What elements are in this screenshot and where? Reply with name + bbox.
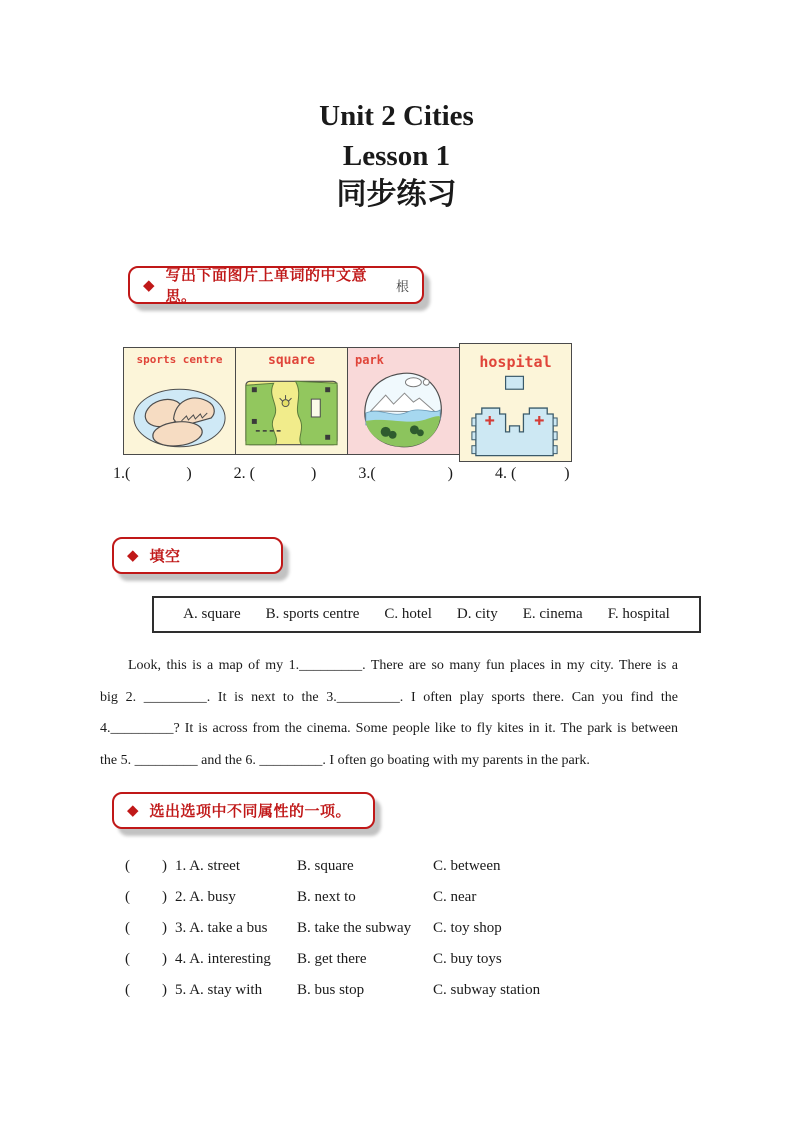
passage-line: Look, this is a map of my 1._________. There are so many fun places in my city. There is a xyxy=(128,658,678,673)
section3-heading: 选出选项中不同属性的一项。 xyxy=(149,802,352,820)
bracket-close: ) xyxy=(162,920,167,936)
question-option-c: C. toy shop xyxy=(433,920,502,936)
title-lesson: Lesson 1 xyxy=(342,140,451,172)
question-option-b: B. get there xyxy=(297,951,367,967)
question-row-4 xyxy=(125,944,540,975)
bracket-close: ) xyxy=(162,951,167,967)
question-option-c: C. subway station xyxy=(433,982,541,998)
passage-line: 4._________? It is across from the cinema. Some people like to fly kites in it. The park is between xyxy=(100,721,678,736)
word-bank-option-a: A. square xyxy=(183,606,241,622)
page-title xyxy=(0,96,793,213)
question-number: 1. xyxy=(175,858,187,874)
title-unit: Unit 2 Cities xyxy=(319,100,474,132)
answer-bracket xyxy=(125,858,167,875)
question-option-a xyxy=(175,951,297,968)
answer-slot-3: 3.( ) xyxy=(358,465,453,482)
picture-card-row xyxy=(123,347,572,462)
answer-bracket xyxy=(125,951,167,968)
bracket-open: ( xyxy=(125,858,130,874)
question-option-b: B. square xyxy=(297,858,354,874)
park-illustration xyxy=(348,369,459,453)
question-option-a xyxy=(175,889,297,906)
bracket-open: ( xyxy=(125,982,130,998)
answer-bracket xyxy=(125,982,167,999)
question-row-1 xyxy=(125,851,540,882)
option-a-text: A. interesting xyxy=(189,951,271,967)
bracket-open: ( xyxy=(125,951,130,967)
question-row-5 xyxy=(125,975,540,1006)
bracket-close: ) xyxy=(162,858,167,874)
picture-label-park: park xyxy=(355,353,384,367)
section1-header-box xyxy=(128,266,424,304)
section1-heading: 写出下面图片上单词的中文意思。 xyxy=(165,266,368,305)
answer-slot-2: 2. ( ) xyxy=(233,465,317,482)
answer-bracket xyxy=(125,920,167,937)
passage-line: big 2. _________. It is next to the 3._________. I often play sports there. Can you find the xyxy=(100,689,678,705)
picture-label-hospital: hospital xyxy=(479,353,552,371)
option-a-text: A. busy xyxy=(189,889,236,905)
bracket-close: ) xyxy=(162,889,167,905)
diamond-bullet-icon: ◆ xyxy=(127,801,139,819)
word-bank-option-b: B. sports centre xyxy=(265,606,360,622)
answer-slot-1: 1.( ) xyxy=(113,465,192,482)
answer-slot-4: 4. ( ) xyxy=(494,465,570,482)
word-bank-box xyxy=(152,596,701,633)
passage-line: the 5. _________ and the 6. _________. I often go boating with my parents in the park. xyxy=(100,752,590,768)
picture-card-hospital xyxy=(459,343,572,462)
section2-header-box xyxy=(112,537,283,574)
bracket-open: ( xyxy=(125,920,130,936)
question-option-c: C. near xyxy=(433,889,477,905)
question-number: 2. xyxy=(175,889,187,905)
option-a-text: A. street xyxy=(189,858,241,874)
option-a-text: A. stay with xyxy=(189,982,263,998)
section3-header-box xyxy=(112,792,375,829)
bracket-open: ( xyxy=(125,889,130,905)
option-a-text: A. take a bus xyxy=(189,920,268,936)
picture-label-square: square xyxy=(268,353,315,368)
diamond-bullet-icon: ◆ xyxy=(143,275,155,294)
section1-heading-note: 根 xyxy=(395,279,409,295)
diamond-bullet-icon: ◆ xyxy=(127,546,139,564)
section2-heading: 填空 xyxy=(149,547,181,565)
picture-card-park xyxy=(347,347,460,455)
question-option-c: C. between xyxy=(433,858,501,874)
question-option-a xyxy=(175,920,297,937)
question-option-b: B. take the subway xyxy=(297,920,412,936)
question-option-b: B. next to xyxy=(297,889,356,905)
picture-card-sports-centre xyxy=(123,347,236,455)
question-option-a xyxy=(175,982,297,999)
question-option-c: C. buy toys xyxy=(433,951,502,967)
word-bank-option-c: C. hotel xyxy=(384,606,432,622)
hospital-illustration xyxy=(460,368,571,460)
question-number: 4. xyxy=(175,951,187,967)
multiple-choice-list xyxy=(125,851,540,1006)
question-number: 5. xyxy=(175,982,187,998)
bracket-close: ) xyxy=(162,982,167,998)
question-number: 3. xyxy=(175,920,187,936)
word-bank-option-e: E. cinema xyxy=(522,606,583,622)
question-option-b: B. bus stop xyxy=(297,982,365,998)
question-option-a xyxy=(175,858,297,875)
square-illustration xyxy=(236,373,347,453)
picture-card-square xyxy=(235,347,348,455)
fill-in-passage xyxy=(100,650,678,776)
question-row-3 xyxy=(125,913,540,944)
sports-centre-illustration xyxy=(124,373,235,453)
answer-bracket xyxy=(125,889,167,906)
title-subtitle: 同步练习 xyxy=(336,177,457,212)
question-row-2 xyxy=(125,882,540,913)
picture-label-sports-centre: sports centre xyxy=(136,353,223,366)
word-bank-option-d: D. city xyxy=(456,606,498,622)
picture-answer-slots xyxy=(113,465,570,483)
word-bank-option-f: F. hospital xyxy=(607,606,670,622)
